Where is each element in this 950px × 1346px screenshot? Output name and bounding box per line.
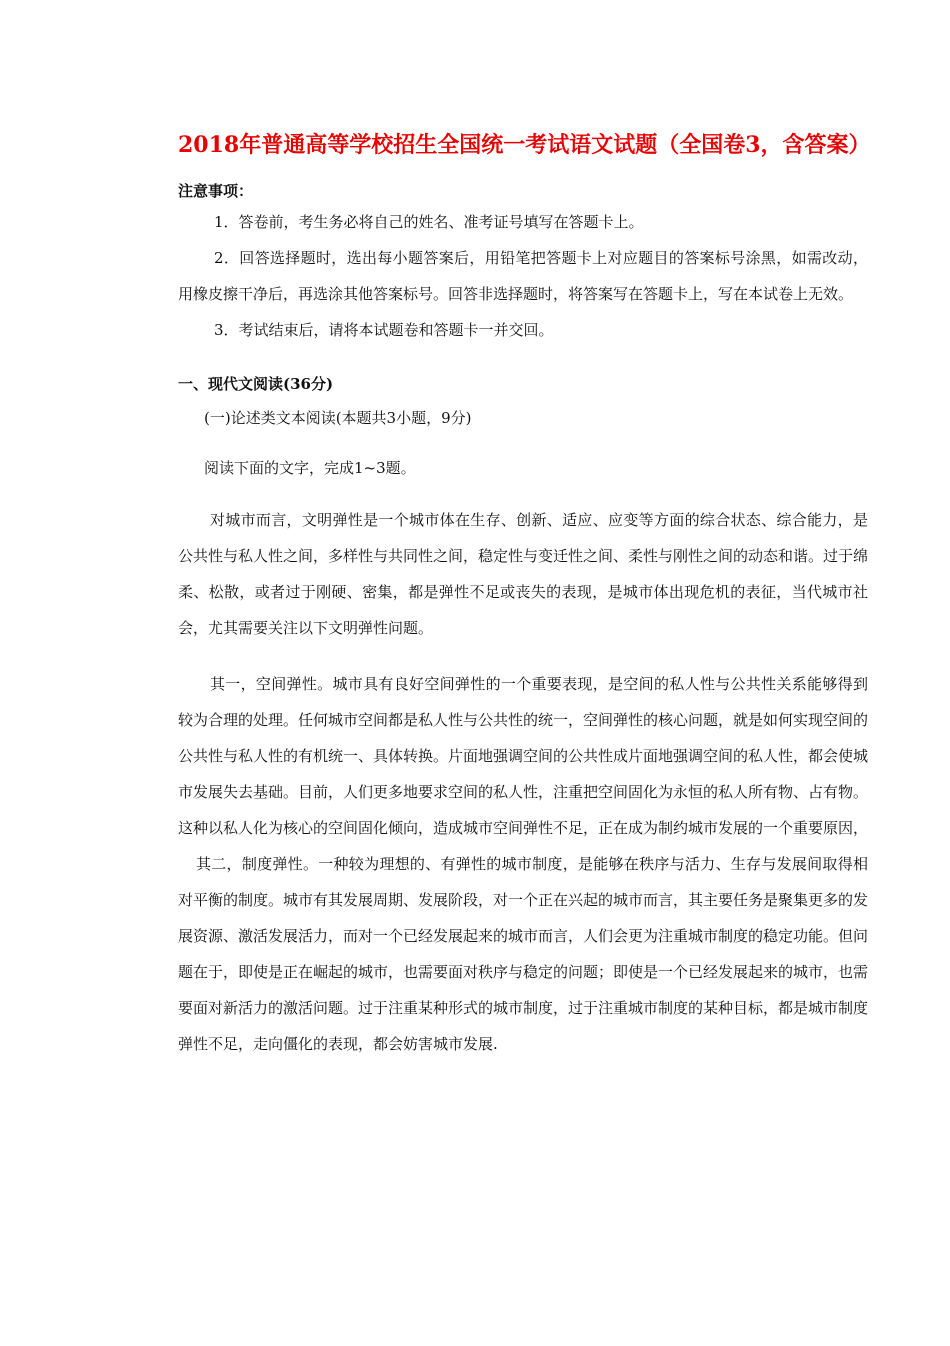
document-page (178, 128, 871, 1062)
notice-item-2: 2．回答选择题时，选出每小题答案后，用铅笔把答题卡上对应题目的答案标号涂黑，如需改动，用橡皮擦干净后，再选涂其他答案标号。回答非选择题时，将答案写在答题卡上，写在本试卷上无效。 (178, 249, 868, 303)
section-subheading: (一)论述类文本阅读(本题共3小题，9分) (204, 409, 472, 427)
notice-item-3: 3．考试结束后，请将本试题卷和答题卡一并交回。 (214, 321, 554, 339)
passage-paragraph-3: 其二，制度弹性。一种较为理想的、有弹性的城市制度，是能够在秩序与活力、生存与发展间取得相对平衡的制度。城市有其发展周期、发展阶段，对一个正在兴起的城市而言，其主要任务是聚集更多的发展资源、激活发展活力，而对一个已经发展起来的城市而言，人们会更为注重城市制度的稳定功能。但问题在于，即使是正在崛起的城市，也需要面对秩序与稳定的问题；即使是一个已经发展起来的城市，也需要面对新活力的激活问题。过于注重某种形式的城市制度，过于注重城市制度的某种目标，都是城市制度弹性不足，走向僵化的表现，都会妨害城市发展. (178, 855, 869, 1053)
section-heading: 一、现代文阅读(36分) (178, 375, 334, 393)
notice-item-1: 1．答卷前，考生务必将自己的姓名、准考证号填写在答题卡上。 (214, 213, 644, 231)
passage-paragraph-2: 其一，空间弹性。城市具有良好空间弹性的一个重要表现，是空间的私人性与公共性关系能够得到较为合理的处理。任何城市空间都是私人性与公共性的统一，空间弹性的核心问题，就是如何实现空间的公共性与私人性的有机统一、具体转换。片面地强调空间的公共性成片面地强调空间的私人性，都会使城市发展失去基础。目前，人们更多地要求空间的私人性，注重把空间固化为永恒的私人所有物、占有物。这种以私人化为核心的空间固化倾向，造成城市空间弹性不足，正在成为制约城市发展的一个重要原因， (178, 675, 869, 837)
document-title: 2018年普通高等学校招生全国统一考试语文试题（全国卷3，含答案） (178, 132, 871, 158)
notice-heading: 注意事项： (178, 182, 254, 200)
reading-instruction: 阅读下面的文字，完成1~3题。 (204, 459, 416, 477)
passage-paragraph-1: 对城市而言，文明弹性是一个城市体在生存、创新、适应、应变等方面的综合状态、综合能力，是公共性与私人性之间，多样性与共同性之间，稳定性与变迁性之间、柔性与刚性之间的动态和谐。过于绵柔、松散，或者过于刚硬、密集，都是弹性不足或丧失的表现，是城市体出现危机的表征，当代城市社会，尤其需要关注以下文明弹性问题。 (178, 511, 869, 637)
